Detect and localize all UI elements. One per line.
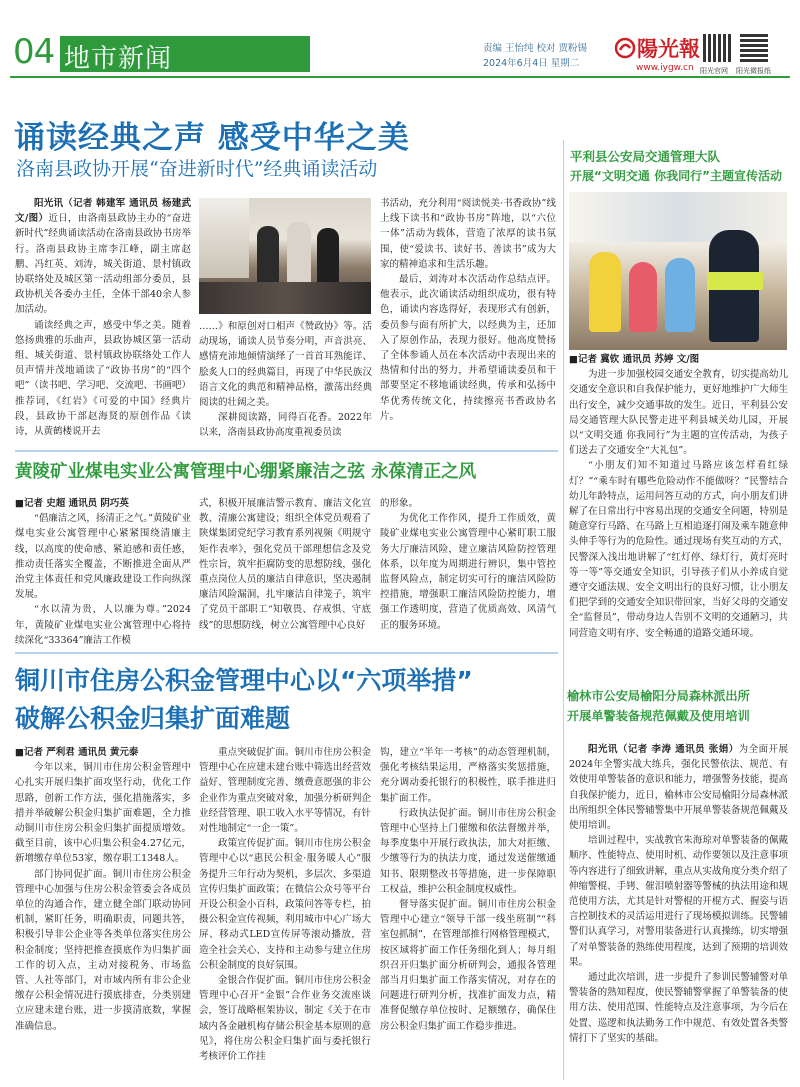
page-number: 04 — [13, 32, 55, 72]
article3-byline: ■记者 严利君 通讯员 黄元泰 — [15, 747, 139, 758]
article5-title-line1: 榆林市公安局榆阳分局森林派出所 — [567, 689, 750, 703]
article4-byline: ■记者 冀钦 通讯员 苏婷 文/图 — [569, 354, 700, 365]
article2-col3-p2: 为优化工作作风，提升工作质效，黄陵矿业煤电实业公寓管理中心紧盯职工服务大厅廉洁风险，建立廉洁风险防控管理体系，以年度为周期进行辨识，集中管控监督风险点，制定切实可行的廉洁风险防控措施，增强职工廉洁风险防控能力，增强工作透明度，营造了优质高效、风清气正的服务环境。 — [380, 513, 556, 631]
article3-title-line2: 破解公积金归集扩面难题 — [15, 704, 291, 733]
article3-col3-p3: 督导落实促扩面。铜川市住房公积金管理中心建立“领导干部一线坐班制”“科室包抓制”，在管理部推行网格管理模式，按区域将扩面工作任务细化到人；每月组织召开归集扩面分析研判会，通报各管理部当月归集扩面工作落实情况，对存在的问题进行研判分析，找准扩面发力点，精准督促缴存单位按时、足额缴存，确保住房公积金归集扩面工作稳步推进。 — [380, 899, 556, 1032]
article1-col1-p2: 诵读经典之声，感受中华之美。随着悠扬典雅的乐曲声，县政协城区第一活动组、城关街道、景村镇政协联络处工作人员声情并茂地诵读了“政协书房”的“四个吧”（读书吧、学习吧、交流吧、书画吧）推荐词，《红岩》《可爱的中国》经典片段，县政协干部赵海贤的原创作品《读诗，从黄鹤楼说开去 — [15, 319, 191, 438]
article4-body: ■记者 冀钦 通讯员 苏婷 文/图 为进一步加强校园交通安全教育，切实提高幼儿交通安全意识和自我保护能力，更好地维护广大师生出行安全，减少交通事故的发生。近日，平利县公安局交通管理大队民警走进平利县城关幼儿园，开展以“文明交通 你我同行”为主题的宣传活动，为孩子们送去了交通安全“大礼包”。 “小朋友们知不知道过马路应该怎样看红绿灯？”“乘车时有哪些危险动作不能做呀？”民警结合幼儿年龄特点，运用问答互动的方式，向小朋友们讲解了在日常出行中容易出现的交通安全问题，特别是随意穿行马路、在马路上互相追逐打闹及乘车随意伸头伸手等行为的危险性。通过现场有奖互动的方式，民警深入浅出地讲解了“红灯停、绿灯行，黄灯亮时等一等”等交通安全知识，引导孩子们从小养成自觉遵守交通法规、安全文明出行的良好习惯，让小朋友们把学到的交通安全知识带回家，当好父母的交通安全“监督员”，带动身边人告别不文明的交通陋习，共同营造文明有序、安全畅通的道路交通环境。 — [569, 352, 788, 674]
paper-logo — [612, 33, 700, 75]
article1-col3: 书活动，充分利用“阅读悦美·书香政协”线上线下读书和“政协书房”阵地，以“六位一体”活动为载体，营造了浓厚的读书氛围，使“爱读书、读好书、善读书”成为大家的精神追求和生活乐趣。 最后，刘涛对本次活动作总结点评。他表示，此次诵读活动组织成功，很有特色，诵读内容选得好，表现形式有创新，委员参与面有所扩大，以经典为主，还加入了原创作品，表现力很好。他高度赞扬了全体参诵人员在本次活动中表现出来的热情和付出的努力，并希望诵读委员和干部要坚定不移地诵读经典，传承和弘扬中华优秀传统文化，持续擦亮书香政协名片。 — [380, 196, 556, 444]
article3-col3-p2: 行政执法促扩面。铜川市住房公积金管理中心坚持上门催缴和依法督缴并举，每季度集中开展行政执法，加大对拒缴、少缴等行为的执法力度，通过发送催缴通知书、限期整改书等措施，进一步保障职工权益，维护公积金制度权威性。 — [380, 807, 556, 895]
article3-col3: 钩，建立“半年一考核”的动态管理机制，强化考核结果运用，严格落实奖惩措施，充分调动委托银行的积极性，联手推进归集扩面工作。 行政执法促扩面。铜川市住房公积金管理中心坚持上门催缴和依法督缴并举，每季度集中开展行政执法，加大对拒缴、少缴等行为的执法力度，通过发送催缴通知书、限期整改书等措施，进一步保障职工权益，维护公积金制度权威性。 督导落实促扩面。铜川市住房公积金管理中心建立“领导干部一线坐班制”“科室包抓制”，在管理部推行网格管理模式，按区域将扩面工作任务细化到人；每月组织召开归集扩面分析研判会，通报各管理部当月归集扩面工作落实情况，对存在的问题进行研判分析，找准扩面发力点，精准督促缴存单位按时、足额缴存，确保住房公积金归集扩面工作稳步推进。 — [380, 745, 556, 1081]
article2-byline: ■记者 史超 通讯员 阴巧英 — [15, 498, 129, 509]
article2-col3: 的形象。 为优化工作作风，提升工作质效，黄陵矿业煤电实业公寓管理中心紧盯职工服务大厅廉洁风险，建立廉洁风险防控管理体系，以年度为周期进行辨识，集中管控监督风险点，制定切实可行的廉洁风险防控措施，增强职工廉洁风险防控能力，增强工作透明度，营造了优质高效、风清气正的服务环境。 — [380, 496, 556, 646]
section-banner — [60, 36, 310, 72]
qr-label-mini: 阳光微报纸 — [736, 67, 771, 75]
masthead — [0, 0, 800, 80]
issue-date: 2024年6月4日 星期二 — [483, 58, 580, 69]
editors-line: 责编 王怡纯 校对 贾粉锡 — [483, 43, 588, 54]
article3-col2-p3: 金银合作促扩面。铜川市住房公积金管理中心召开“金银”合作业务交流座谈会，签订战略框架协议，制定《关于在市域内各金融机构存储公积金基本原则的意见》，将住房公积金归集扩面与委托银行考核评价工作挂 — [199, 975, 371, 1063]
article5-byline: 阳光讯（记者 李涛 通讯员 张娟） — [588, 744, 739, 755]
qr-code-mini — [740, 34, 768, 62]
article1-col2-p2: 深耕阅读路，同得百花香。2022年以来，洛南县政协高度重视委员读 — [199, 412, 372, 439]
divider-1 — [15, 450, 558, 452]
article2-col1: ■记者 史超 通讯员 阴巧英 “倡廉洁之风，扬清正之气。”黄陵矿业煤电实业公寓管理中心紧紧围绕清廉主线，以高度的使命感、紧迫感和责任感，推动责任落实全覆盖，不断推进全面从严治党主体责任和党风廉政建设工作向纵深发展。 “水以清为贵，人以廉为尊。”2024年，黄陵矿业煤电实业公寓管理中心将持续深化“33364”廉洁工作模 — [15, 496, 191, 646]
article4-photo — [569, 192, 787, 350]
article1-col1: 阳光讯（记者 韩建军 通讯员 杨建武 文/图）近日，由洛南县政协主办的“奋进新时代”经典诵读活动在洛南县政协书房举行。洛南县政协主席李江峰，副主席赵鹏、冯红英、刘涛，城关街道、景村镇政协联络处及城区第一活动组部分委员，县政协机关各委办主任，全体干部40余人参加活动。 诵读经典之声，感受中华之美。随着悠扬典雅的乐曲声，县政协城区第一活动组、城关街道、景村镇政协联络处工作人员声情并茂地诵读了“政协书房”的“四个吧”（读书吧、学习吧、交流吧、书画吧）推荐词，《红岩》《可爱的中国》经典片段，县政协干部赵海贤的原创作品《读诗，从黄鹤楼说开去 — [15, 196, 191, 444]
divider-2 — [15, 652, 558, 654]
vertical-divider — [563, 140, 564, 1080]
article3-title-line1: 铜川市住房公积金管理中心以“六项举措” — [15, 666, 473, 695]
article5-body-p2: 培训过程中，实战教官朱海琼对单警装备的佩戴顺序、性能特点、使用时机、动作要领以及注意事项等内容进行了细致讲解，重点从实战角度分类介绍了伸缩警棍、手铐、催泪喷射器等警械的执法用途和规范使用方法，尤其是针对警棍的开棍方式、握姿与语言控制技术的灵活运用进行了现场模拟训练。民警辅警们认真学习，对警用装备进行认真操练，切实增强了对单警装备的熟练使用程度，达到了预期的培训效果。 — [569, 835, 788, 968]
paper-name: 陽光報 — [637, 36, 700, 61]
article3-col1-p2: 部门协同促扩面。铜川市住房公积金管理中心加强与住房公积金管委会各成员单位的沟通合作，建立健全部门联动协同机制，紧盯任务，明确职责，同题共答，积极引导非公企业等各类单位落实住房公积金制度；坚持把推查摸底作为归集扩面工作的切入点，主动对接税务、市场监管、人社等部门，对市域内所有非公企业缴存公积金情况进行摸底排查，分类别建立应建未建台账，进一步摸清底数，掌握准确信息。 — [15, 868, 191, 1032]
qr-code-official — [703, 34, 731, 62]
article4-body-p2: “小朋友们知不知道过马路应该怎样看红绿灯？”“乘车时有哪些危险动作不能做呀？”民警结合幼儿年龄特点，运用问答互动的方式，向小朋友们讲解了在日常出行中容易出现的交通安全问题，特别是随意穿行马路、在马路上互相追逐打闹及乘车随意伸头伸手等行为的危险性。通过现场有奖互动的方式，民警深入浅出地讲解了“红灯停、绿灯行，黄灯亮时等一等”等交通安全知识，引导孩子们从小养成自觉遵守交通法规、安全文明出行的良好习惯，让小朋友们把学到的交通安全知识带回家，当好父母的交通安全“监督员”，带动身边人告别不文明的交通陋习，共同营造文明有序、安全畅通的道路交通环境。 — [569, 460, 788, 639]
article1-col2: ……》和原创对口相声《赞政协》等。活动现场，诵读人员节奏分明，声音洪亮、感情充沛地倾情演绎了一首首耳熟能详、脍炙人口的经典篇目，再现了中华民族汉语言文化的典范和精神品格，激荡出经典阅读的壮阔之美。 深耕阅读路，同得百花香。2022年以来，洛南县政协高度重视委员读 — [199, 319, 372, 445]
article5-body-p3: 通过此次培训，进一步提升了参训民警辅警对单警装备的熟知程度，使民警辅警掌握了单警装备的使用方法、使用范围、性能特点及注意事项，为今后在处置、巡逻和执法勤务工作中规范、有效处置各类警情打下了坚实的基础。 — [569, 972, 788, 1044]
paper-url: www.iygw.cn — [636, 63, 694, 73]
article3-col2-p2: 政策宣传促扩面。铜川市住房公积金管理中心以“惠民公积金·服务暖人心”服务提升三年行动为契机，多层次、多渠道宣传归集扩面政策；在微信公众号等平台开设公积金小百科，政策问答等专栏，拍摄公积金宣传视频，利用城市中心广场大屏、移动式LED宣传屏等滚动播放，营造全社会关心、支持和主动参与建立住房公积金制度的良好氛围。 — [199, 838, 371, 971]
article1-col3-p2: 最后，刘涛对本次活动作总结点评。他表示，此次诵读活动组织成功，很有特色，诵读内容选得好，表现形式有创新，委员参与面有所扩大，以经典为主，还加入了原创作品，表现力很好。他高度赞扬了全体参诵人员在本次活动中表现出来的热情和付出的努力，并希望诵读委员和干部要坚定不移地诵读经典，传承和弘扬中华优秀传统文化，持续擦亮书香政协名片。 — [380, 274, 556, 422]
section-title: 地市新闻 — [64, 44, 173, 74]
article2-col2: 式，积极开展廉洁警示教育、廉洁文化宣教、清廉公寓建设；组织全体党员观看了陕煤集团党纪学习教育系列视频《明规守矩作表率》，强化党员干部理想信念及党性宗旨，筑牢拒腐防变的思想防线，强化重点岗位人员的廉洁自律意识，坚决遏制廉洁风险漏洞，扎牢廉洁自律笼子，筑牢了党员干部职工“知敬畏、存戒惧、守底线”的思想防线，树立公寓管理中心良好 — [199, 498, 371, 631]
article4-title-line1: 平利县公安局交通管理大队 — [570, 149, 721, 164]
article1-title: 诵读经典之声 感受中华之美 — [14, 120, 410, 156]
article3-col1: ■记者 严利君 通讯员 黄元泰 今年以来，铜川市住房公积金管理中心扎实开展归集扩面攻坚行动，优化工作思路，创新工作方法，强化措施落实，多措并举破解公积金归集扩面难题，全力推动铜川市住房公积金归集扩面提质增效。截至目前，该中心归集公积金4.27亿元，新增缴存单位53家，缴存职工1348人。 部门协同促扩面。铜川市住房公积金管理中心加强与住房公积金管委会各成员单位的沟通合作，建立健全部门联动协同机制，紧盯任务，明确职责，同题共答，积极引导非公企业等各类单位落实住房公积金制度；坚持把推查摸底作为归集扩面工作的切入点，主动对接税务、市场监管、人社等部门，对市域内所有非公企业缴存公积金情况进行摸底排查，分类别建立应建未建台账，进一步摸清底数，掌握准确信息。 — [15, 745, 191, 1081]
article1-subtitle: 洛南县政协开展“奋进新时代”经典诵读活动 — [16, 158, 378, 180]
article1-byline: 阳光讯（记者 韩建军 通讯员 杨建武 文/图） — [15, 198, 191, 225]
article5-title-line2: 开展单警装备规范佩戴及使用培训 — [567, 709, 750, 723]
article4-title-line2: 开展“文明交通 你我同行”主题宣传活动 — [570, 169, 782, 183]
masthead-rule — [10, 76, 790, 78]
article1-photo — [199, 198, 371, 314]
article2-col1-p2: “水以清为贵，人以廉为尊。”2024年，黄陵矿业煤电实业公寓管理中心将持续深化“33364”廉洁工作模 — [15, 604, 191, 646]
article5-body: 阳光讯（记者 李涛 通讯员 张娟）为全面开展2024年全警实战大练兵，强化民警依法、规范、有效使用单警装备的意识和能力，增强警务技能，提高自我保护能力，近日，榆林市公安局榆阳分局森林派出所组织全体民警辅警集中开展单警装备规范佩戴及使用培训。 培训过程中，实战教官朱海琼对单警装备的佩戴顺序、性能特点、使用时机、动作要领以及注意事项等内容进行了细致讲解，重点从实战角度分类介绍了伸缩警棍、手铐、催泪喷射器等警械的执法用途和规范使用方法，尤其是针对警棍的开棍方式、握姿与语言控制技术的灵活运用进行了现场模拟训练。民警辅警们认真学习，对警用装备进行认真操练，切实增强了对单警装备的熟练使用程度，达到了预期的培训效果。 通过此次培训，进一步提升了参训民警辅警对单警装备的熟知程度，使民警辅警掌握了单警装备的使用方法、使用范围、性能特点及注意事项，为今后在处置、巡逻和执法勤务工作中规范、有效处置各类警情打下了坚实的基础。 — [569, 742, 788, 1082]
article3-col2: 重点突破促扩面。铜川市住房公积金管理中心在应建未建台账中筛选出经营效益好、管理制度完善、缴费意愿强的非公企业作为重点突破对象，加强分析研判企业经营管理、职工收入水平等情况，有针对性地制定“一企一策”。 政策宣传促扩面。铜川市住房公积金管理中心以“惠民公积金·服务暖人心”服务提升三年行动为契机，多层次、多渠道宣传归集扩面政策；在微信公众号等平台开设公积金小百科，政策问答等专栏，拍摄公积金宣传视频，利用城市中心广场大屏、移动式LED宣传屏等滚动播放，营造全社会关心、支持和主动参与建立住房公积金制度的良好氛围。 金银合作促扩面。铜川市住房公积金管理中心召开“金银”合作业务交流座谈会，签订战略框架协议，制定《关于在市域内各金融机构存储公积金基本原则的意见》，将住房公积金归集扩面与委托银行考核评价工作挂 — [199, 745, 371, 1081]
qr-label-official: 阳光官网 — [700, 67, 728, 75]
sun-logo-icon — [614, 37, 636, 59]
article2-title: 黄陵矿业煤电实业公寓管理中心绷紧廉洁之弦 永葆清正之风 — [15, 462, 477, 482]
